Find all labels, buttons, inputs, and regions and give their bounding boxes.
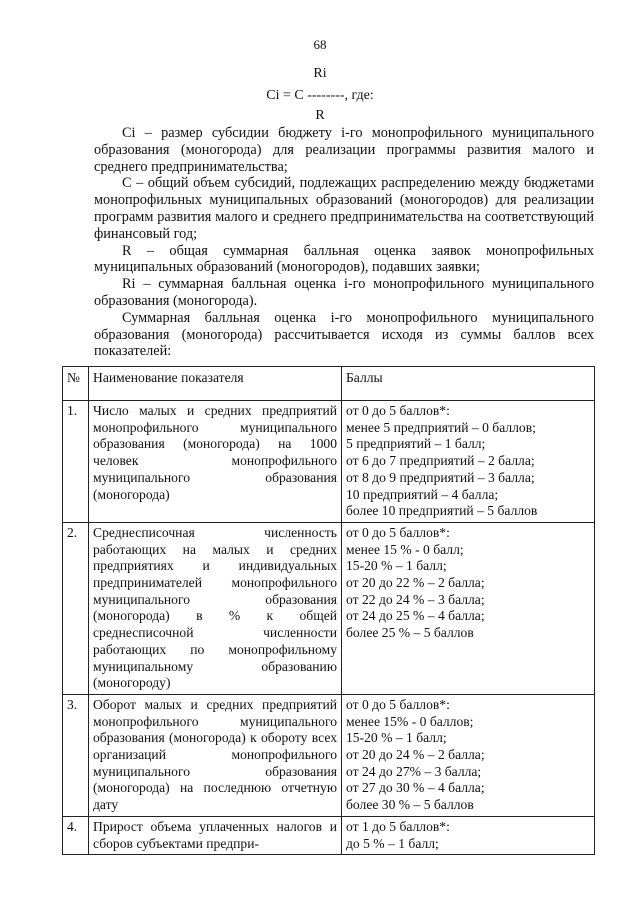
row-number: 4. [63, 816, 89, 854]
table-row [63, 816, 595, 854]
score-line: более 25 % – 5 баллов [346, 625, 474, 641]
score-line: от 6 до 7 предприятий – 2 балла; [346, 453, 535, 469]
score-line: от 24 до 27% – 3 балла; [346, 763, 482, 779]
score-line: от 0 до 5 баллов*: [346, 403, 450, 418]
paragraph-r: R – общая суммарная балльная оценка заявок монопрофильных муниципальных образований (моногородов), подавших заявки; [94, 242, 594, 276]
score-line: 15-20 % – 1 балл; [346, 558, 447, 574]
score-line: от 8 до 9 предприятий – 3 балла; [346, 469, 535, 485]
score-line: от 1 до 5 баллов*: [346, 818, 450, 834]
page-number: 68 [313, 37, 327, 52]
header-number: № [63, 367, 89, 401]
score-line: 15-20 % – 1 балл; [346, 730, 447, 746]
indicator-scores [342, 522, 595, 694]
score-line: менее 5 предприятий – 0 баллов; [346, 419, 536, 435]
score-line: менее 15 % - 0 балл; [346, 541, 464, 557]
score-line: от 22 до 24 % – 3 балла; [346, 591, 485, 607]
indicator-scores [342, 694, 595, 816]
score-line: от 24 до 25 % – 4 балла; [346, 608, 485, 624]
paragraph-ci: Ci – размер субсидии бюджету i-го монопрофильного муниципального образования (моногорода) для реализации программы развития малого и среднего предпринимательства; [94, 125, 594, 175]
score-line: от 20 до 24 % – 2 балла; [346, 747, 485, 763]
formula-main: Ci = C --------, где: [266, 88, 374, 103]
paragraph-c: C – общий объем субсидий, подлежащих распределению между бюджетами монопрофильных муниципальных образований (моногородов) для реализации программ развития малого и среднего предпринимательства на соответствующий финансовый год; [94, 175, 594, 242]
indicator-scores [342, 401, 595, 523]
formula-numerator: Ri [313, 66, 327, 81]
score-line: 10 предприятий – 4 балла; [346, 486, 499, 502]
row-number: 2. [63, 522, 89, 694]
row-number: 3. [63, 694, 89, 816]
score-line: 5 предприятий – 1 балл; [346, 436, 486, 452]
score-line: более 30 % – 5 баллов [346, 797, 474, 813]
header-indicator-name: Наименование показателя [89, 367, 342, 401]
table-header-row [63, 367, 595, 401]
score-line: менее 15% - 0 баллов; [346, 713, 474, 729]
indicator-name: Число малых и средних предприятий монопрофильного муниципального образования (моногорода) на 1000 человек монопрофильного муниципального образования (моногорода) [89, 401, 342, 523]
body-text [94, 125, 594, 360]
table-row [63, 401, 595, 523]
row-number: 1. [63, 401, 89, 523]
score-line: до 5 % – 1 балл; [346, 835, 439, 851]
score-line: от 0 до 5 баллов*: [346, 524, 450, 540]
paragraph-ri: Ri – суммарная балльная оценка i-го монопрофильного муниципального образования (моногорода). [94, 276, 594, 309]
header-scores: Баллы [342, 367, 595, 401]
formula-denominator: R [315, 108, 325, 123]
indicator-scores [342, 816, 595, 854]
indicator-name: Среднесписочная численность работающих на малых и средних предприятиях и индивидуальных предпринимателей монопрофильного муниципального образования (моногорода) в % к общей среднесписочной численности работающих по монопрофильному муниципальному образованию (моногороду) [89, 522, 342, 694]
paragraph-summary: Суммарная балльная оценка i-го монопрофильного муниципального образования (моногорода) рассчитывается исходя из суммы баллов всех показателей: [94, 309, 594, 360]
score-line: от 20 до 22 % – 2 балла; [346, 575, 485, 591]
score-line: от 0 до 5 баллов*: [346, 696, 450, 712]
table-row [63, 694, 595, 816]
score-line: от 27 до 30 % – 4 балла; [346, 780, 485, 796]
indicator-name: Прирост объема уплаченных налогов и сборов субъектами предпри- [89, 816, 342, 854]
indicators-table [62, 366, 595, 855]
score-line: более 10 предприятий – 5 баллов [346, 503, 538, 519]
indicator-name: Оборот малых и средних предприятий монопрофильного муниципального образования (моногорода) к обороту всех организаций монопрофильного муниципального образования (моногорода) на последнюю отчетную дату [89, 694, 342, 816]
table-row [63, 522, 595, 694]
